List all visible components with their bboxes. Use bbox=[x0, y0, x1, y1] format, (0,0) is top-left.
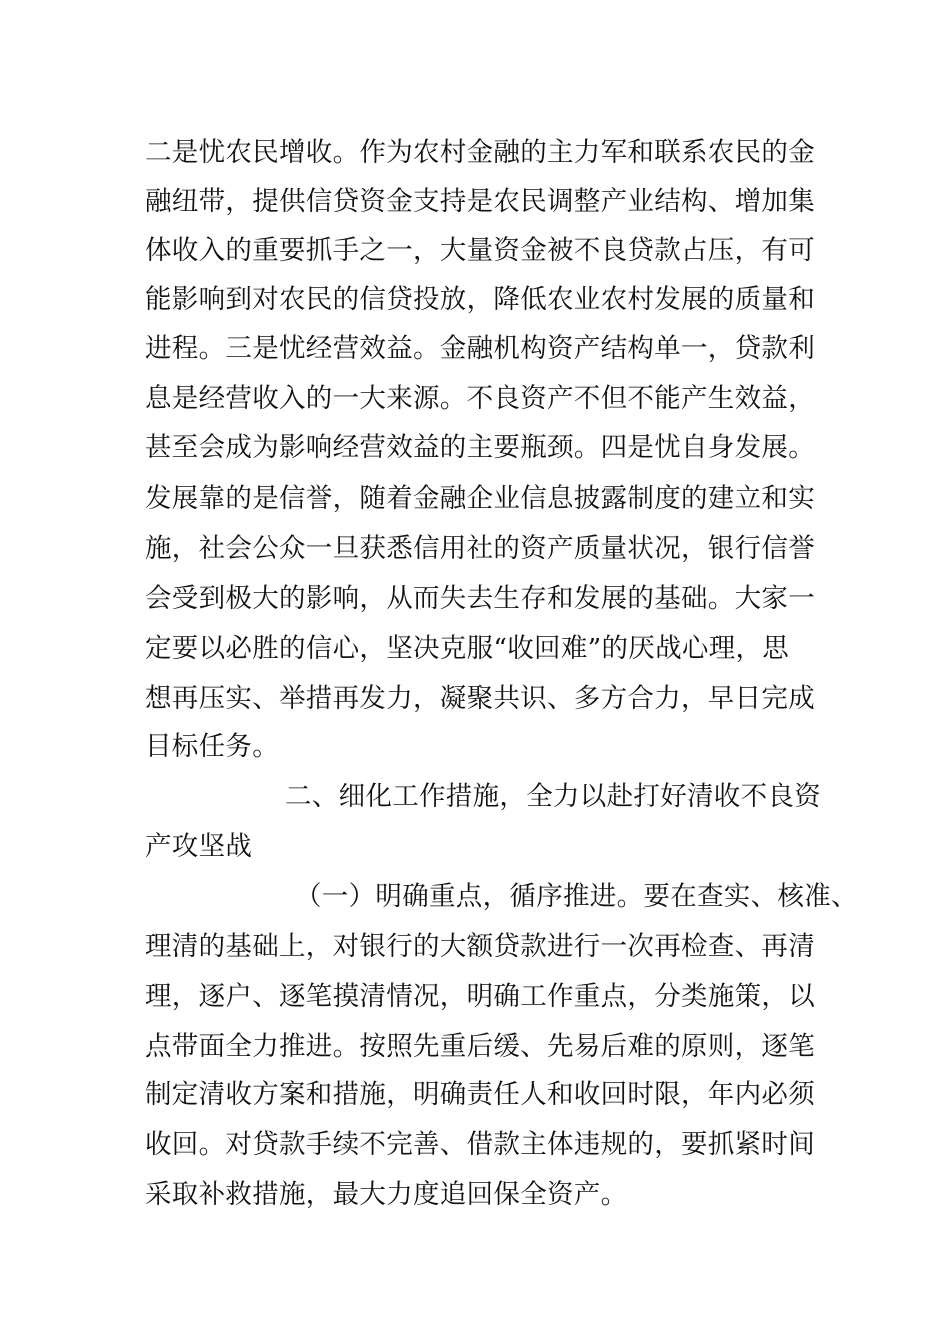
text-line: 融纽带，提供信贷资金支持是农民调整产业结构、增加集 bbox=[145, 186, 815, 217]
text-line: 理，逐户、逐笔摸清情况，明确工作重点，分类施策，以 bbox=[145, 981, 815, 1012]
text-line: 会受到极大的影响，从而失去生存和发展的基础。大家一 bbox=[145, 583, 815, 614]
text-line: 进程。三是忧经营效益。金融机构资产结构单一，贷款利 bbox=[145, 333, 815, 364]
text-line: 二是忧农民增收。作为农村金融的主力军和联系农民的金 bbox=[145, 137, 815, 168]
text-line: 想再压实、举措再发力，凝聚共识、多方合力，早日完成 bbox=[145, 683, 815, 714]
text-line: 定要以必胜的信心，坚决克服“收回难”的厌战心理，思 bbox=[145, 633, 790, 664]
text-line: 甚至会成为影响经营效益的主要瓶颈。四是忧自身发展。 bbox=[145, 432, 815, 463]
text-line: 收回。对贷款手续不完善、借款主体违规的，要抓紧时间 bbox=[145, 1129, 815, 1160]
text-line: 发展靠的是信誉，随着金融企业信息披露制度的建立和实 bbox=[145, 483, 815, 514]
text-line: 能影响到对农民的信贷投放，降低农业农村发展的质量和 bbox=[145, 284, 815, 315]
text-line: 制定清收方案和措施，明确责任人和收回时限，年内必须 bbox=[145, 1079, 815, 1110]
section-heading: 二、细化工作措施，全力以赴打好清收不良资 bbox=[285, 781, 821, 812]
section-heading-continued: 产攻坚战 bbox=[145, 831, 253, 862]
text-line: 体收入的重要抓手之一，大量资金被不良贷款占压，有可 bbox=[145, 235, 815, 266]
text-line: 目标任务。 bbox=[145, 731, 279, 762]
text-line: 采取补救措施，最大力度追回保全资产。 bbox=[145, 1179, 628, 1210]
text-line: 施，社会公众一旦获悉信用社的资产质量状况，银行信誉 bbox=[145, 533, 815, 564]
subsection-heading: （一）明确重点，循序推进。要在查实、核准、 bbox=[295, 881, 858, 912]
text-line: 息是经营收入的一大来源。不良资产不但不能产生效益， bbox=[145, 383, 815, 414]
text-line: 理清的基础上，对银行的大额贷款进行一次再检查、再清 bbox=[145, 931, 815, 962]
text-line: 点带面全力推进。按照先重后缓、先易后难的原则，逐笔 bbox=[145, 1031, 815, 1062]
